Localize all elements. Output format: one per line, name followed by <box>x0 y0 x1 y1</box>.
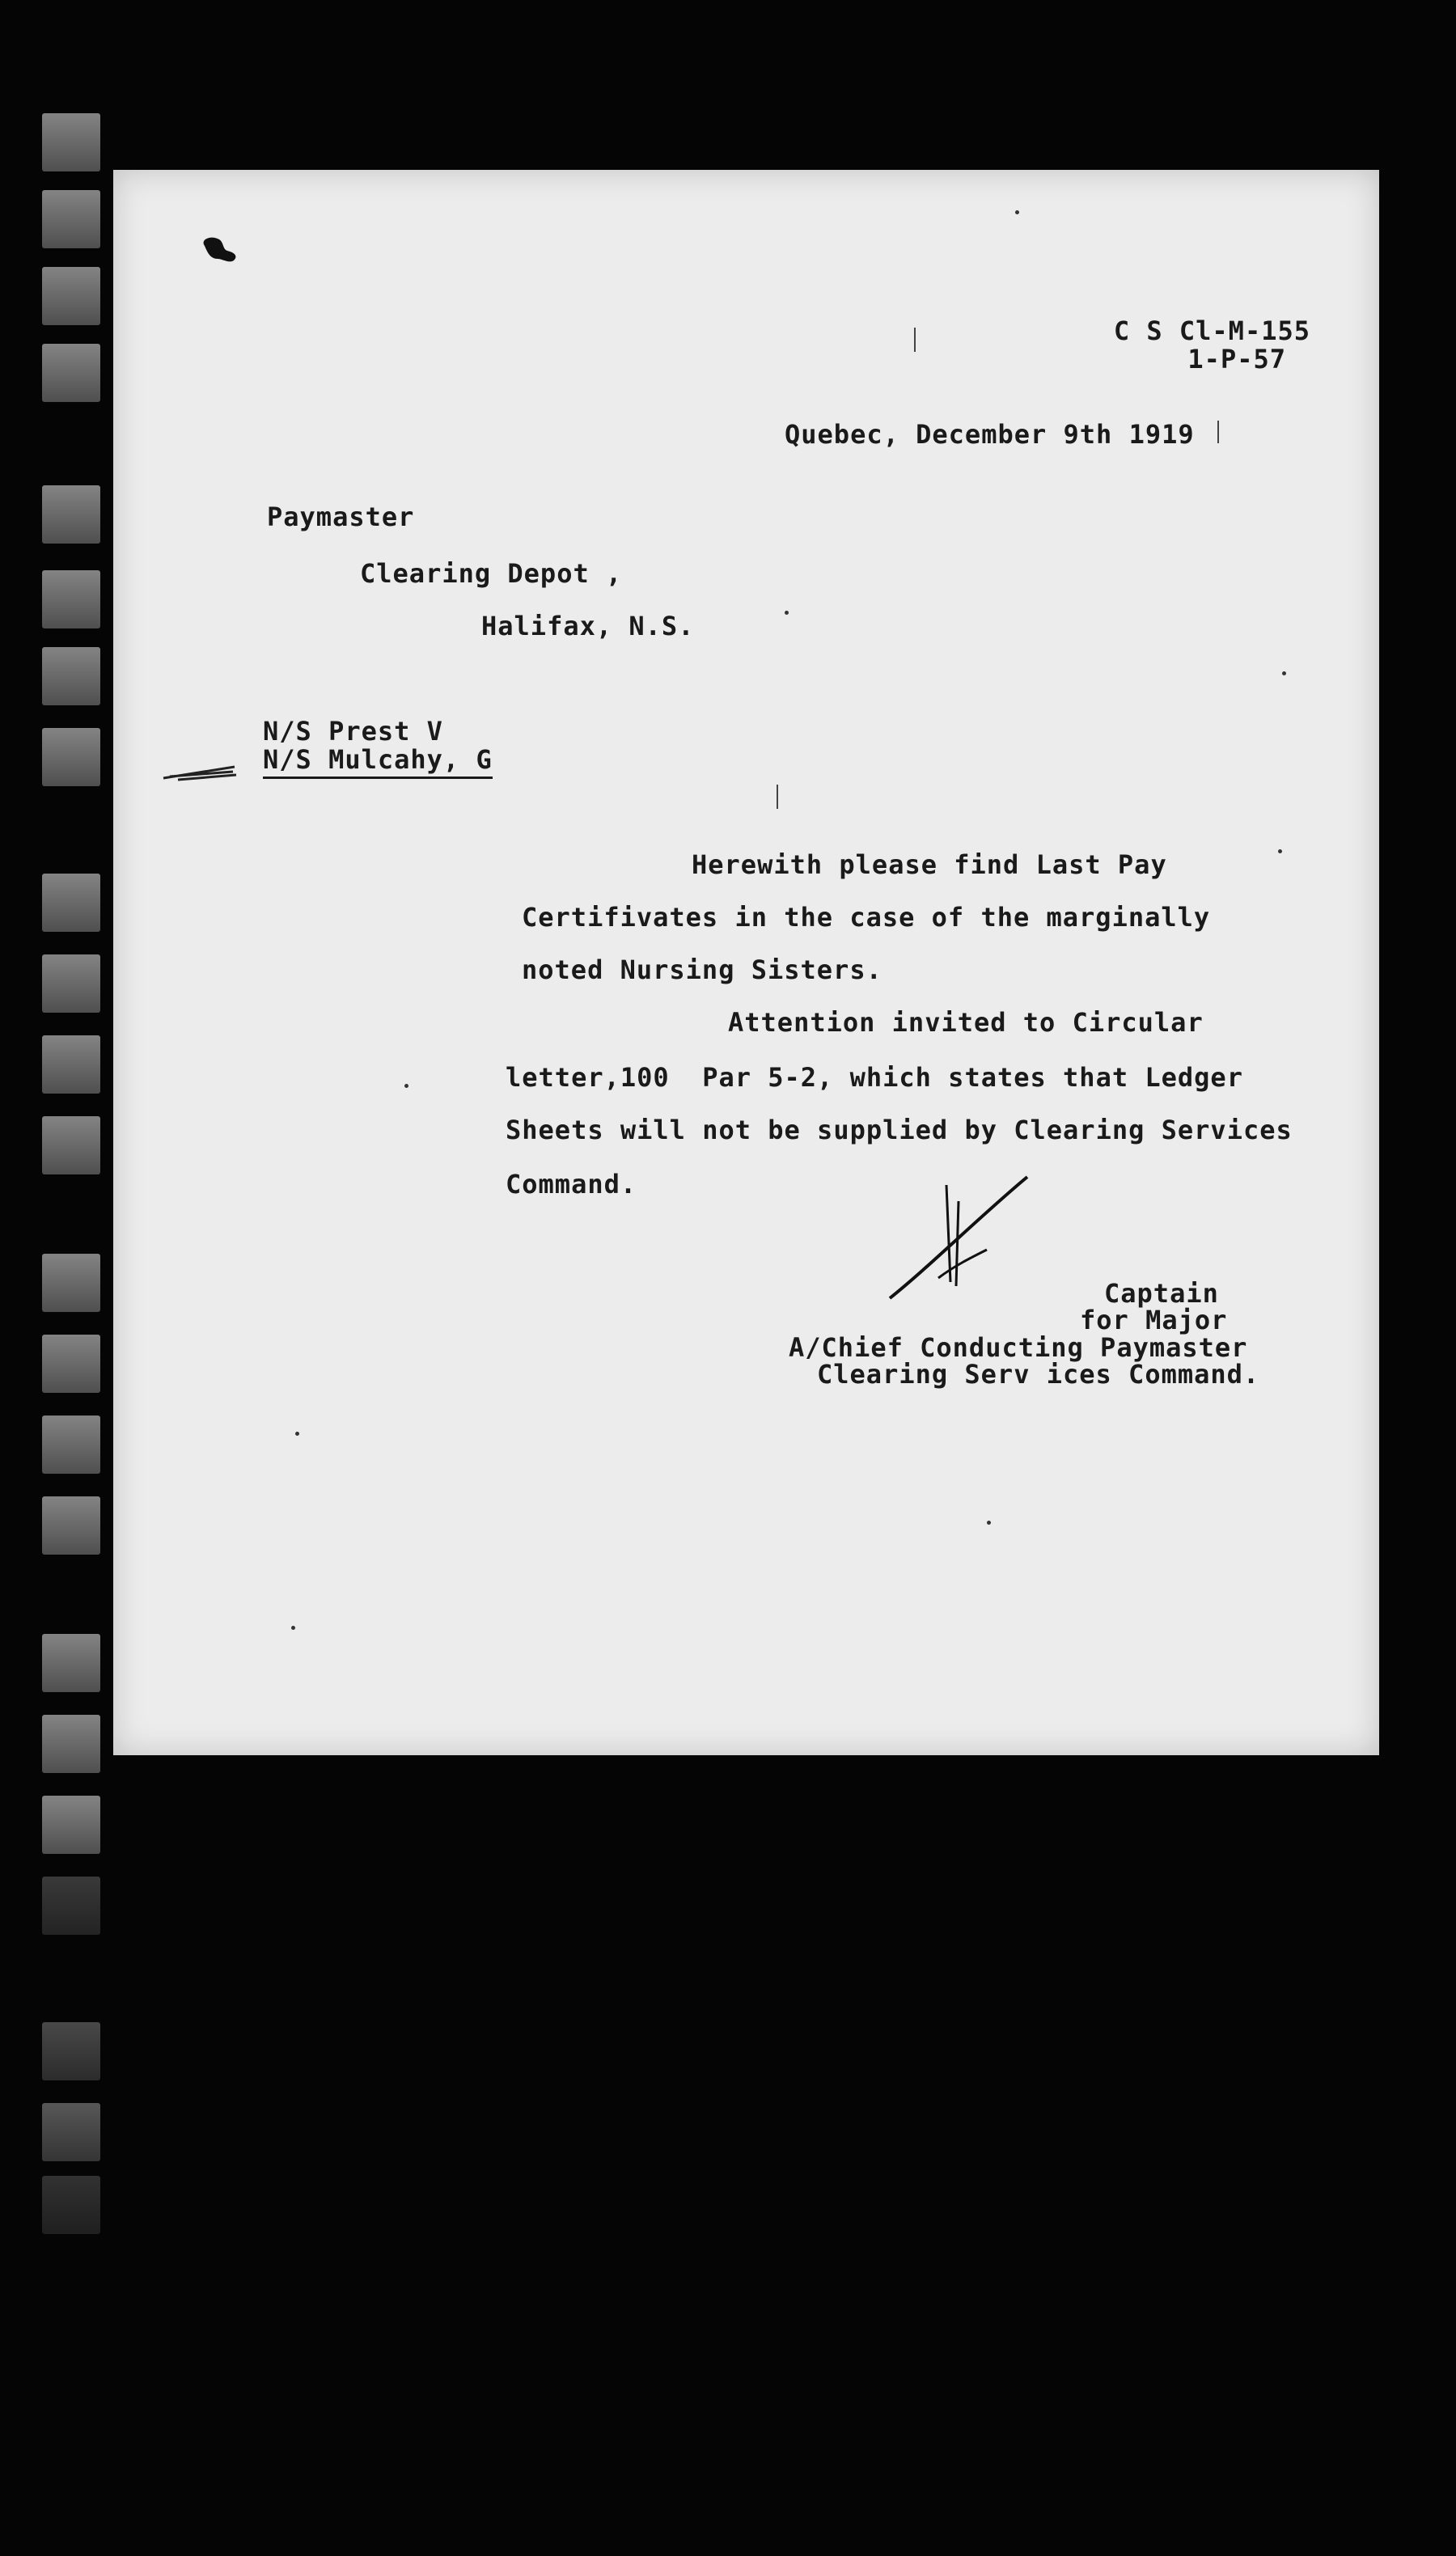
film-frame <box>42 2176 100 2234</box>
film-frame <box>42 1877 100 1935</box>
film-frame <box>42 1796 100 1854</box>
film-frame <box>42 1715 100 1773</box>
film-frame <box>42 954 100 1013</box>
edge-tick <box>1217 421 1219 443</box>
paper-fleck <box>785 611 789 615</box>
film-frame <box>42 2022 100 2080</box>
body-line-1: Herewith please find Last Pay <box>692 849 1167 880</box>
paper-fleck <box>1282 671 1286 675</box>
signature-title-1: Captain <box>1104 1278 1219 1309</box>
margin-pen-mark <box>162 760 243 785</box>
body-line-2: Certifivates in the case of the marginally <box>522 902 1211 933</box>
marginal-note-2: N/S Mulcahy, G <box>263 744 493 779</box>
film-frame <box>42 728 100 786</box>
addressee-line-3: Halifax, N.S. <box>481 611 695 641</box>
film-frame <box>42 267 100 325</box>
signature-title-2: for Major <box>1080 1305 1228 1335</box>
film-frame <box>42 344 100 402</box>
place-and-date: Quebec, December 9th 1919 <box>785 419 1195 450</box>
signature-title-4: Clearing Serv ices Command. <box>817 1359 1260 1390</box>
signature-title-3: A/Chief Conducting Paymaster <box>789 1332 1248 1363</box>
addressee-line-2: Clearing Depot , <box>360 558 623 589</box>
body-line-5: letter,100 Par 5-2, which states that Ledger <box>506 1062 1243 1093</box>
film-frame <box>42 1035 100 1094</box>
ink-blot-mark <box>198 235 240 267</box>
film-frame <box>42 1116 100 1174</box>
paper-fleck <box>291 1626 295 1630</box>
film-frame <box>42 190 100 248</box>
paper-fleck <box>1278 849 1282 853</box>
film-frame <box>42 1335 100 1393</box>
marginal-note-1: N/S Prest V <box>263 716 443 747</box>
paper-fleck <box>295 1432 299 1436</box>
film-strip <box>32 97 105 2232</box>
reference-line-1: C S Cl-M-155 <box>1113 315 1310 346</box>
reference-line-2: 1-P-57 <box>1187 344 1286 375</box>
paper-fleck <box>1015 210 1019 214</box>
film-frame <box>42 2103 100 2161</box>
film-frame <box>42 1496 100 1555</box>
film-frame <box>42 1634 100 1692</box>
paper-fleck <box>987 1521 991 1525</box>
body-line-6: Sheets will not be supplied by Clearing Services <box>506 1115 1293 1145</box>
film-frame <box>42 1254 100 1312</box>
body-line-3: noted Nursing Sisters. <box>522 954 882 985</box>
body-line-7: Command. <box>506 1169 637 1200</box>
film-frame <box>42 570 100 628</box>
letter-page <box>113 170 1379 1755</box>
film-frame <box>42 485 100 544</box>
paper-fleck <box>404 1084 408 1088</box>
edge-tick <box>914 328 916 352</box>
film-frame <box>42 874 100 932</box>
edge-tick <box>777 785 778 809</box>
film-frame <box>42 113 100 171</box>
body-line-4: Attention invited to Circular <box>728 1007 1204 1038</box>
film-frame <box>42 647 100 705</box>
handwritten-signature <box>882 1169 1035 1322</box>
film-frame <box>42 1416 100 1474</box>
addressee-line-1: Paymaster <box>267 501 415 532</box>
